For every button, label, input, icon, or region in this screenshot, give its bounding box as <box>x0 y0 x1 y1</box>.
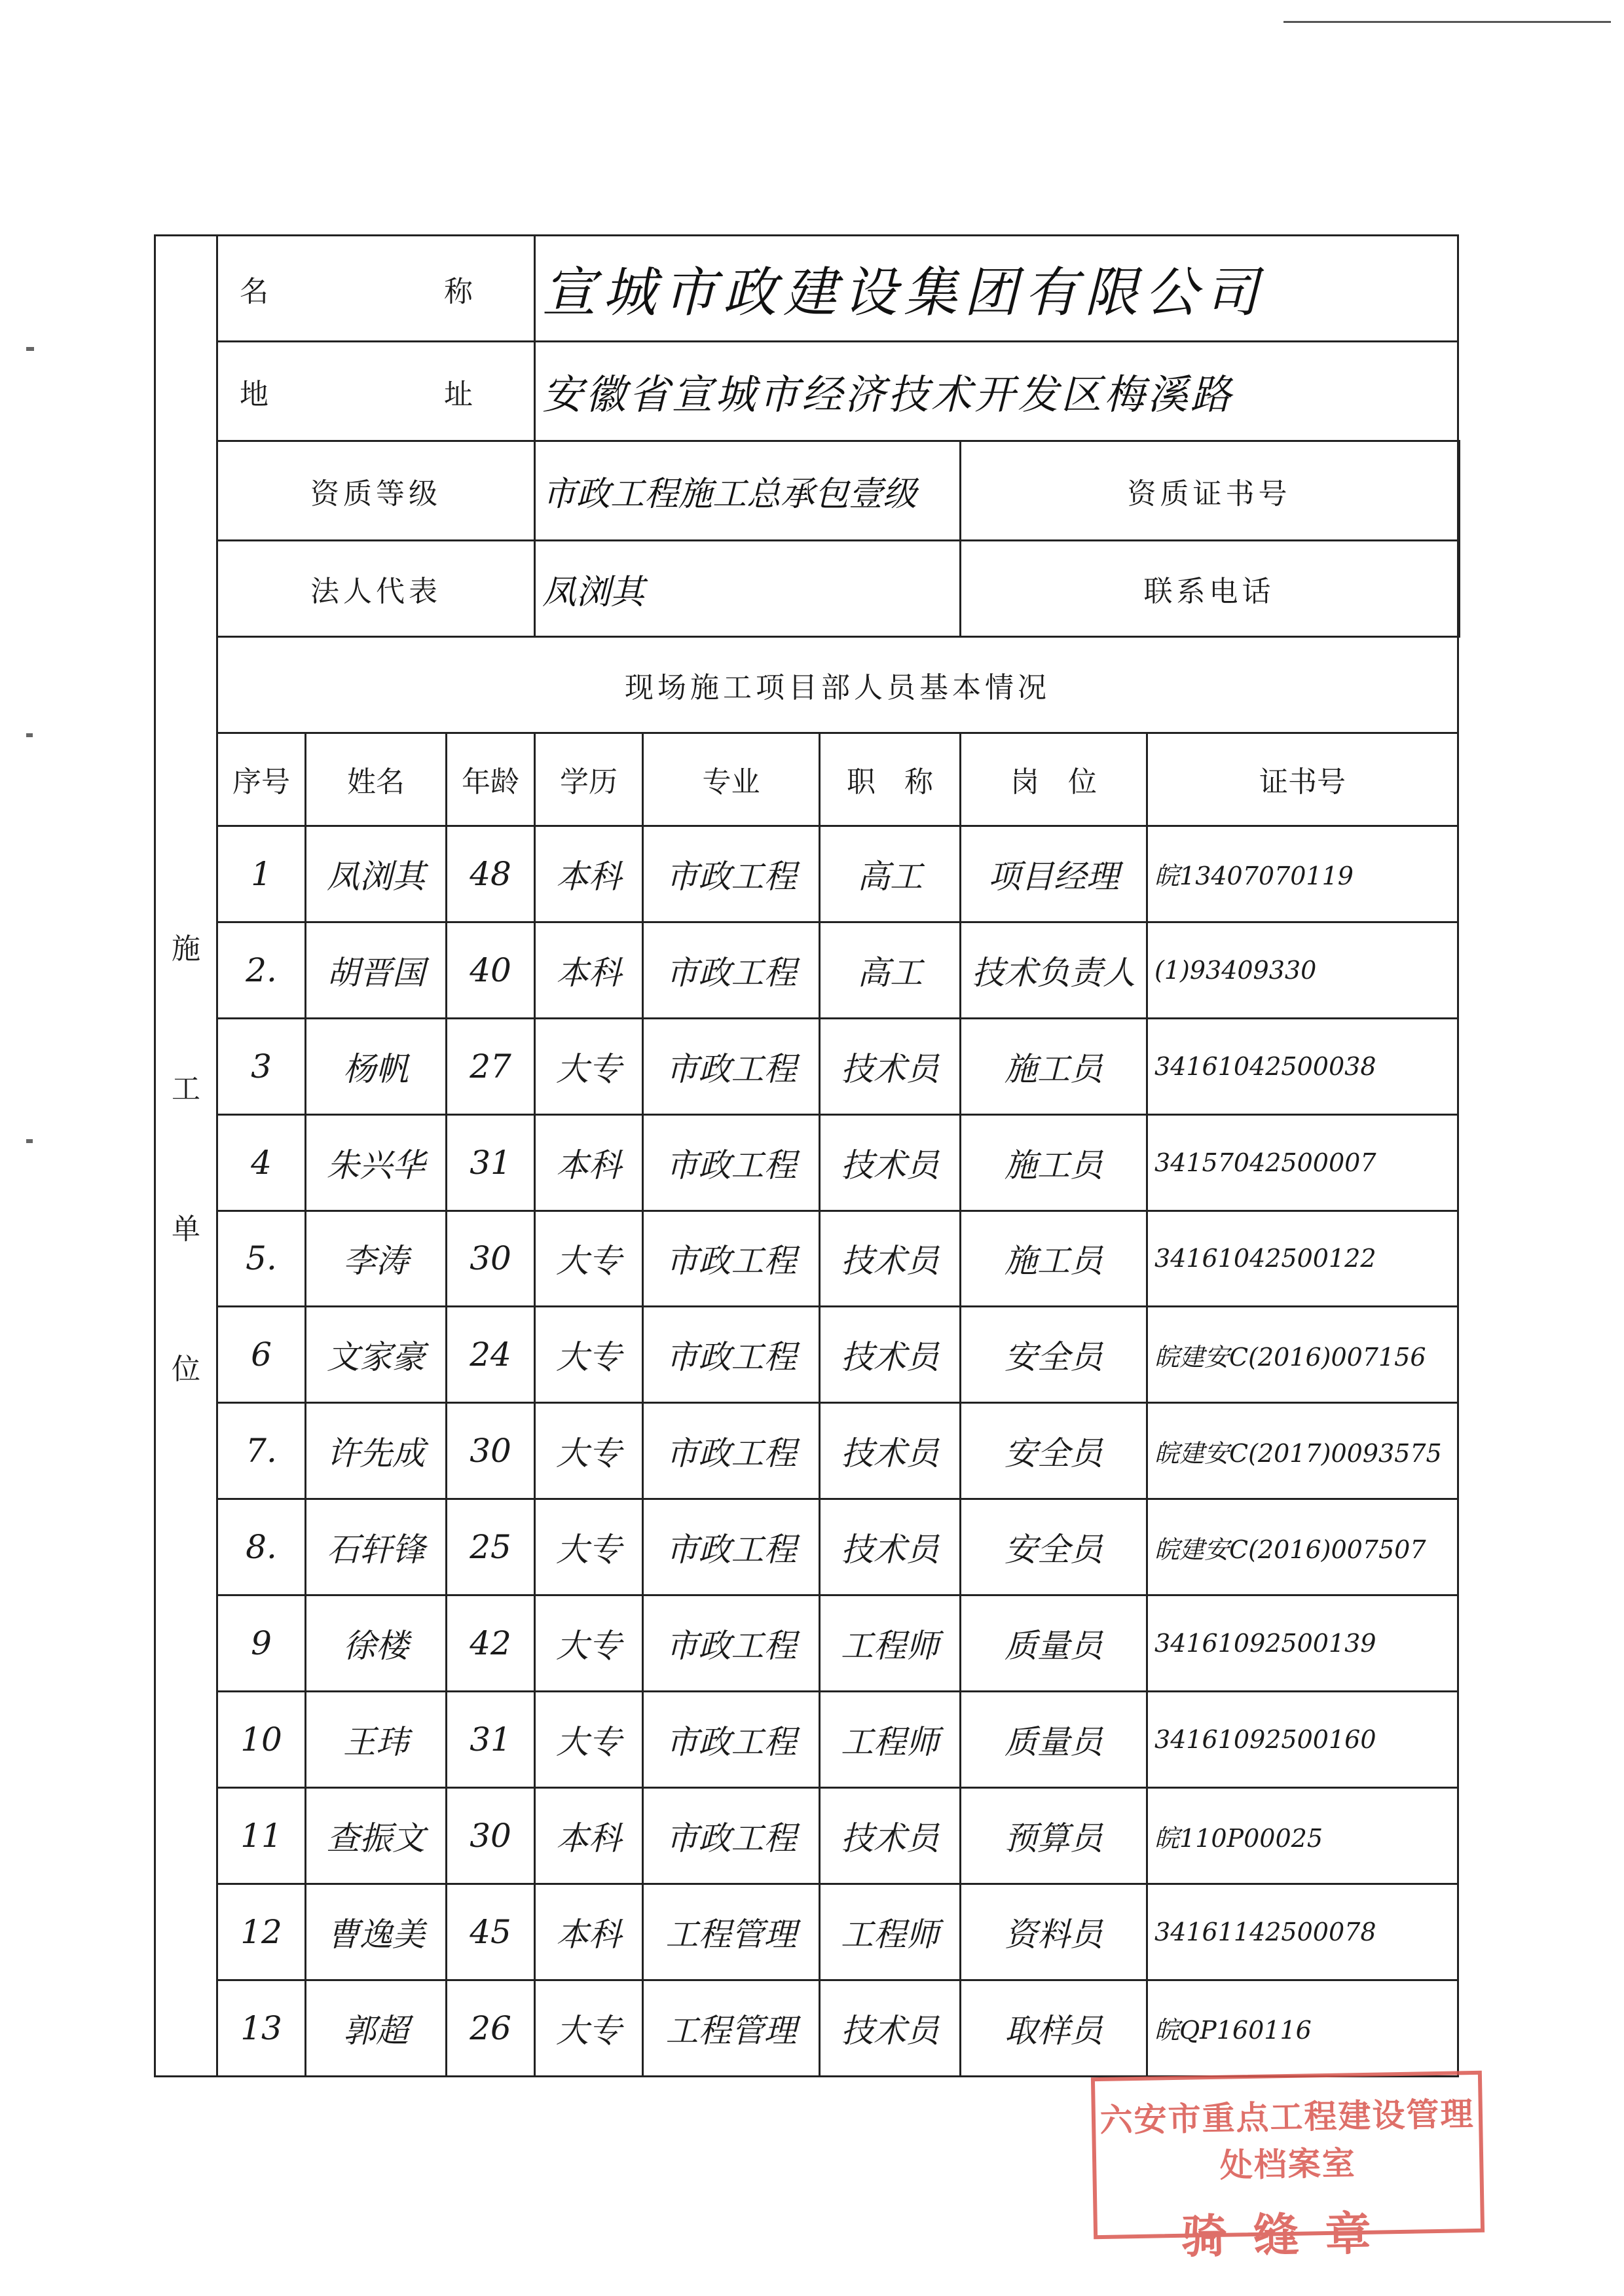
staff-title: 技术员 <box>820 1018 961 1114</box>
staff-education: 大专 <box>535 1692 643 1788</box>
staff-education: 大专 <box>535 1211 643 1307</box>
staff-name: 郭超 <box>306 1980 447 2076</box>
column-header-row <box>155 733 1460 826</box>
staff-major: 市政工程 <box>643 826 820 922</box>
company-name-value: 宣城市政建设集团有限公司 <box>535 236 1458 342</box>
column-header: 姓名 <box>306 733 447 826</box>
staff-cert: 34161092500160 <box>1147 1692 1458 1788</box>
staff-name: 许先成 <box>306 1403 447 1499</box>
stamp-seal-text: 骑缝章 <box>1180 2206 1398 2264</box>
qualification-value: 市政工程施工总承包壹级 <box>535 441 961 541</box>
form-table <box>154 234 1460 2077</box>
column-header: 岗 位 <box>961 733 1147 826</box>
staff-no: 12 <box>217 1884 306 1980</box>
staff-no: 3 <box>217 1018 306 1114</box>
staff-major: 市政工程 <box>643 1595 820 1692</box>
staff-cert: 皖110P00025 <box>1147 1788 1458 1884</box>
staff-title: 技术员 <box>820 1980 961 2076</box>
phone-label: 联系电话 <box>961 541 1458 637</box>
staff-title: 技术员 <box>820 1114 961 1211</box>
legal-rep-row <box>155 541 1460 637</box>
staff-major: 市政工程 <box>643 1788 820 1884</box>
page-edge-line <box>1283 21 1611 23</box>
side-label-construction-unit <box>155 236 217 2077</box>
scan-speck <box>26 733 33 737</box>
staff-education: 本科 <box>535 826 643 922</box>
staff-age: 25 <box>447 1499 535 1595</box>
staff-post: 取样员 <box>961 1980 1147 2076</box>
name-row <box>155 236 1460 342</box>
seam-seal-stamp <box>1091 2071 1485 2264</box>
staff-post: 质量员 <box>961 1595 1147 1692</box>
staff-age: 31 <box>447 1114 535 1211</box>
column-header: 学历 <box>535 733 643 826</box>
staff-major: 市政工程 <box>643 1403 820 1499</box>
staff-age: 48 <box>447 826 535 922</box>
staff-name: 文家豪 <box>306 1307 447 1403</box>
staff-cert: 34161042500122 <box>1147 1211 1458 1307</box>
staff-title: 技术员 <box>820 1499 961 1595</box>
staff-age: 30 <box>447 1403 535 1499</box>
column-header: 专业 <box>643 733 820 826</box>
table-row <box>155 1692 1460 1788</box>
cert-number-value <box>1458 441 1460 541</box>
legal-rep-value: 凤浏其 <box>535 541 961 637</box>
staff-age: 42 <box>447 1595 535 1692</box>
staff-major: 市政工程 <box>643 1307 820 1403</box>
staff-education: 大专 <box>535 1499 643 1595</box>
staff-no: 2. <box>217 922 306 1018</box>
staff-no: 10 <box>217 1692 306 1788</box>
staff-no: 11 <box>217 1788 306 1884</box>
staff-no: 7. <box>217 1403 306 1499</box>
staff-major: 市政工程 <box>643 1499 820 1595</box>
staff-cert: 34161042500038 <box>1147 1018 1458 1114</box>
stamp-org-text: 六安市重点工程建设管理处档案室 <box>1099 2094 1475 2185</box>
staff-no: 1 <box>217 826 306 922</box>
side-char: 施 <box>172 932 200 966</box>
staff-major: 工程管理 <box>643 1980 820 2076</box>
company-address-value: 安徽省宣城市经济技术开发区梅溪路 <box>535 342 1458 441</box>
staff-major: 市政工程 <box>643 1114 820 1211</box>
table-row <box>155 1884 1460 1980</box>
staff-no: 5. <box>217 1211 306 1307</box>
construction-unit-form <box>154 234 1460 2077</box>
staff-name: 查振文 <box>306 1788 447 1884</box>
side-char: 工 <box>172 1072 200 1106</box>
staff-post: 预算员 <box>961 1788 1147 1884</box>
staff-age: 30 <box>447 1211 535 1307</box>
staff-education: 大专 <box>535 1595 643 1692</box>
table-row <box>155 1595 1460 1692</box>
staff-post: 资料员 <box>961 1884 1147 1980</box>
column-header: 年龄 <box>447 733 535 826</box>
staff-cert: 皖13407070119 <box>1147 826 1458 922</box>
table-row <box>155 1980 1460 2076</box>
table-row <box>155 1403 1460 1499</box>
staff-cert: (1)93409330 <box>1147 922 1458 1018</box>
staff-education: 本科 <box>535 1788 643 1884</box>
staff-post: 技术负责人 <box>961 922 1147 1018</box>
staff-no: 8. <box>217 1499 306 1595</box>
section-title: 现场施工项目部人员基本情况 <box>217 637 1458 733</box>
staff-name: 凤浏其 <box>306 826 447 922</box>
address-row <box>155 342 1460 441</box>
qualification-row <box>155 441 1460 541</box>
staff-no: 6 <box>217 1307 306 1403</box>
legal-rep-label: 法人代表 <box>217 541 535 637</box>
staff-age: 45 <box>447 1884 535 1980</box>
table-row <box>155 1211 1460 1307</box>
scan-speck <box>26 1139 33 1143</box>
staff-name: 徐楼 <box>306 1595 447 1692</box>
staff-title: 工程师 <box>820 1595 961 1692</box>
staff-education: 大专 <box>535 1980 643 2076</box>
staff-age: 30 <box>447 1788 535 1884</box>
staff-major: 市政工程 <box>643 922 820 1018</box>
staff-education: 大专 <box>535 1403 643 1499</box>
table-row <box>155 1307 1460 1403</box>
staff-education: 本科 <box>535 1114 643 1211</box>
staff-no: 4 <box>217 1114 306 1211</box>
staff-name: 石轩锋 <box>306 1499 447 1595</box>
phone-value <box>1458 541 1460 637</box>
staff-major: 市政工程 <box>643 1211 820 1307</box>
staff-education: 大专 <box>535 1018 643 1114</box>
column-header: 序号 <box>217 733 306 826</box>
staff-post: 施工员 <box>961 1018 1147 1114</box>
column-header: 证书号 <box>1147 733 1458 826</box>
staff-no: 9 <box>217 1595 306 1692</box>
staff-major: 市政工程 <box>643 1018 820 1114</box>
staff-cert: 皖建安C(2016)007156 <box>1147 1307 1458 1403</box>
staff-title: 高工 <box>820 826 961 922</box>
name-label: 名 称 <box>217 236 535 342</box>
staff-name: 胡晋国 <box>306 922 447 1018</box>
staff-age: 24 <box>447 1307 535 1403</box>
staff-cert: 皖QP160116 <box>1147 1980 1458 2076</box>
staff-cert: 34157042500007 <box>1147 1114 1458 1211</box>
section-title-row <box>155 637 1460 733</box>
staff-title: 技术员 <box>820 1211 961 1307</box>
staff-name: 李涛 <box>306 1211 447 1307</box>
staff-no: 13 <box>217 1980 306 2076</box>
staff-title: 技术员 <box>820 1307 961 1403</box>
staff-age: 40 <box>447 922 535 1018</box>
staff-cert: 皖建安C(2017)0093575 <box>1147 1403 1458 1499</box>
staff-post: 施工员 <box>961 1211 1147 1307</box>
staff-name: 曹逸美 <box>306 1884 447 1980</box>
staff-education: 本科 <box>535 922 643 1018</box>
column-header: 职 称 <box>820 733 961 826</box>
staff-age: 26 <box>447 1980 535 2076</box>
scan-speck <box>26 347 34 351</box>
table-row <box>155 826 1460 922</box>
staff-major: 工程管理 <box>643 1884 820 1980</box>
table-row <box>155 1499 1460 1595</box>
staff-post: 安全员 <box>961 1403 1147 1499</box>
staff-title: 工程师 <box>820 1692 961 1788</box>
cert-number-label: 资质证书号 <box>961 441 1458 541</box>
side-char: 位 <box>172 1352 200 1386</box>
table-row <box>155 1018 1460 1114</box>
staff-major: 市政工程 <box>643 1692 820 1788</box>
staff-name: 杨帆 <box>306 1018 447 1114</box>
staff-cert: 皖建安C(2016)007507 <box>1147 1499 1458 1595</box>
staff-post: 质量员 <box>961 1692 1147 1788</box>
staff-cert: 34161142500078 <box>1147 1884 1458 1980</box>
qualification-label: 资质等级 <box>217 441 535 541</box>
side-char: 单 <box>172 1212 200 1246</box>
table-row <box>155 922 1460 1018</box>
staff-name: 王玮 <box>306 1692 447 1788</box>
staff-post: 施工员 <box>961 1114 1147 1211</box>
staff-post: 安全员 <box>961 1499 1147 1595</box>
staff-age: 27 <box>447 1018 535 1114</box>
staff-cert: 34161092500139 <box>1147 1595 1458 1692</box>
staff-name: 朱兴华 <box>306 1114 447 1211</box>
table-row <box>155 1114 1460 1211</box>
staff-title: 技术员 <box>820 1403 961 1499</box>
staff-post: 安全员 <box>961 1307 1147 1403</box>
address-label: 地 址 <box>217 342 535 441</box>
staff-education: 大专 <box>535 1307 643 1403</box>
staff-education: 本科 <box>535 1884 643 1980</box>
staff-age: 31 <box>447 1692 535 1788</box>
staff-title: 高工 <box>820 922 961 1018</box>
staff-title: 工程师 <box>820 1884 961 1980</box>
table-row <box>155 1788 1460 1884</box>
staff-post: 项目经理 <box>961 826 1147 922</box>
staff-title: 技术员 <box>820 1788 961 1884</box>
